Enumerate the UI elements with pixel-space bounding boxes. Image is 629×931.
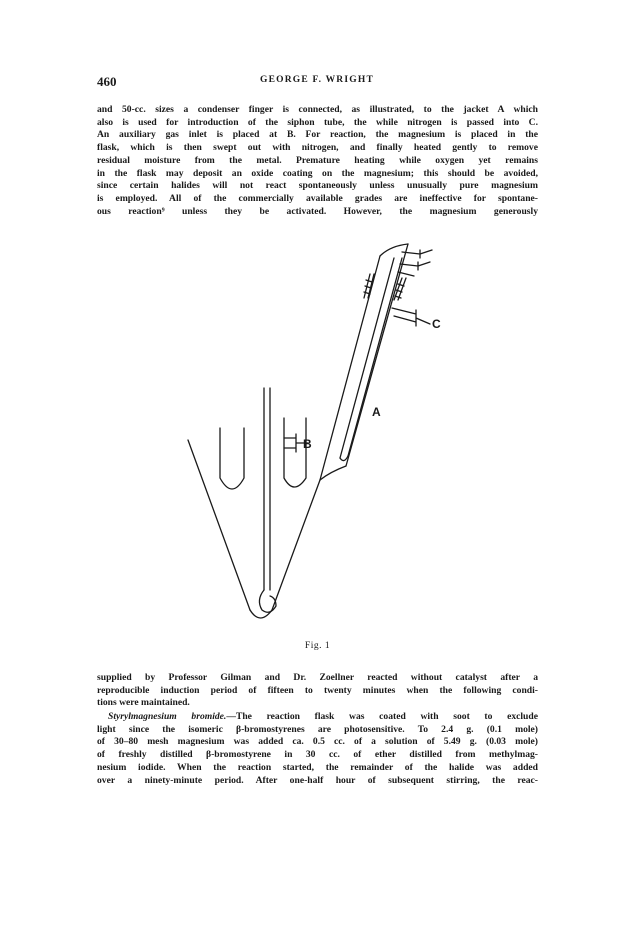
flask-bottom [250,610,272,618]
inlet-c-tube [392,308,430,326]
figure-apparatus [180,238,450,628]
page-header [97,74,537,88]
apparatus-diagram [180,238,450,628]
paragraph-line: since certain halides will not react spontaneously unless unusually pure magnesium [97,180,538,192]
paragraph-line: of freshly distilled β-bromostyrene in 30 cc. of ether distilled from methylmag- [97,749,538,761]
jacket-top [380,244,408,256]
paragraph-first-line [97,711,538,724]
section-heading: Styrylmagnesium bromide. [108,711,227,722]
paragraph-line: nesium iodide. When the reaction started, the remainder of the halide was added [97,761,538,773]
paragraph-line: tions were maintained. [97,697,190,709]
jacket-base [320,466,346,480]
paragraph-line: in the flask may deposit an oxide coating on the magnesium; this should be avoided, [97,167,538,179]
label-a: A [372,405,381,419]
label-c: C [432,317,441,331]
paragraph-1 [97,104,538,218]
condenser-finger-right [348,258,402,456]
paragraph-3 [97,711,538,787]
top-inlet-3 [398,272,414,276]
top-inlet-2 [400,262,430,270]
paragraph-2 [97,672,538,710]
paragraph-line: ous reaction⁹ unless they be activated. However, the magnesium generously [97,205,538,217]
paragraph-line: also is used for introduction of the siphon tube, the while nitrogen is passed into C. [97,116,538,128]
flask-right-wall [272,480,320,610]
paragraph-line: supplied by Professor Gilman and Dr. Zoellner reacted without catalyst after a [97,672,538,683]
paragraph-line: reproducible induction period of fifteen to twenty minutes when the following condi- [97,684,538,696]
label-b: B [303,437,312,451]
siphon-tip [259,590,276,612]
paragraph-line: light since the isomeric β-bromostyrenes are photosensitive. To 2.4 g. (0.1 mole) [97,723,538,735]
paragraph-line: over a ninety-minute period. After one-half hour of subsequent stirring, the reac- [97,774,538,786]
u-tube-left [220,428,244,489]
paragraph-line: is employed. All of the commercially available grades are ineffective for spontane- [97,192,538,204]
inner-vessel [284,418,306,487]
paragraph-line: residual moisture from the metal. Premature heating while oxygen yet remains [97,154,538,166]
paragraph-line: An auxiliary gas inlet is placed at B. For reaction, the magnesium is placed in the [97,129,538,141]
figure-caption: Fig. 1 [304,641,331,651]
running-head: GEORGE F. WRIGHT [260,75,374,85]
flask-left-wall [188,440,250,610]
paragraph-line: and 50-cc. sizes a condenser finger is connected, as illustrated, to the jacket A which [97,104,538,115]
heading-rest: —The reaction flask was coated with soot to exclude [226,711,538,722]
condenser-finger-tip [340,456,348,461]
page-number: 460 [97,74,117,89]
paragraph-line: flask, which is then swept out with nitrogen, and finally heated gently to remove [97,142,538,154]
paragraph-line: of 30–80 mesh magnesium was added ca. 0.5 cc. of a solution of 5.49 g. (0.03 mole) [97,736,538,748]
jacket-outer-right [346,244,408,466]
